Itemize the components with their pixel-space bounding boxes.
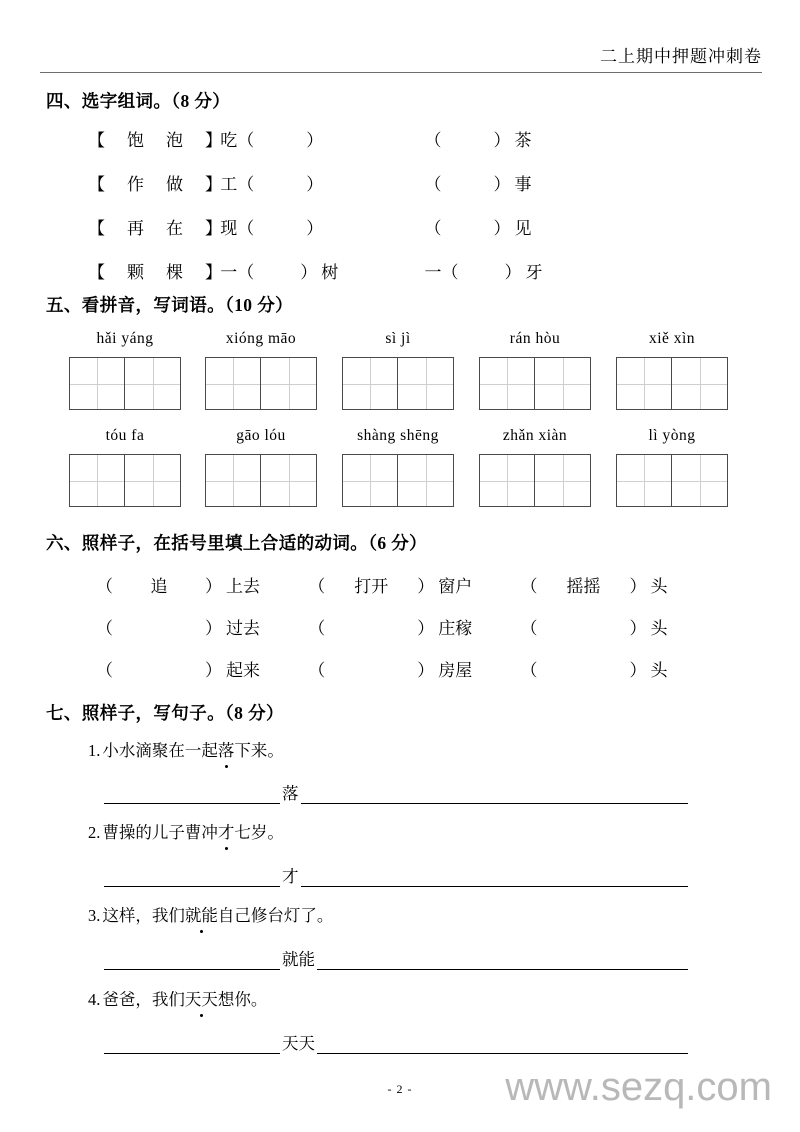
- choice-char: 饱: [127, 131, 144, 150]
- paren-close: ）: [205, 661, 222, 680]
- grid-cell[interactable]: [343, 455, 398, 506]
- paren-open: （: [424, 131, 442, 150]
- answer-blank-right[interactable]: [301, 866, 689, 887]
- pinyin-label: rán hòu: [509, 330, 561, 347]
- paren-close: ）: [493, 175, 511, 194]
- paren-close: ）: [417, 577, 435, 596]
- item-number: 2.: [88, 823, 101, 842]
- suffix-char: 见: [514, 219, 532, 238]
- emphasis-word: 就能: [185, 906, 218, 925]
- answer-blank-left[interactable]: [104, 949, 280, 970]
- bracket-open: 【: [88, 219, 105, 238]
- paren-close: ）: [504, 263, 522, 282]
- answer-blank-right[interactable]: [301, 783, 689, 804]
- page-header: [40, 42, 762, 76]
- section-five-title: 五、看拼音，写词语。（10 分）: [46, 295, 294, 315]
- choice-char: 再: [127, 219, 144, 238]
- paren-open: （: [424, 175, 442, 194]
- paren-open: （: [520, 619, 538, 638]
- answer-keyword: 落: [282, 784, 299, 803]
- blank-item[interactable]: [220, 258, 420, 283]
- verb-blank-item[interactable]: [521, 614, 729, 639]
- answer-keyword: 才: [282, 867, 299, 886]
- paren-open: （: [237, 175, 255, 194]
- paren-open: （: [520, 577, 538, 596]
- grid-cell[interactable]: [535, 455, 590, 506]
- grid-cell[interactable]: [480, 358, 535, 409]
- paren-close: ）: [417, 661, 435, 680]
- grid-cell[interactable]: [617, 358, 672, 409]
- bracket-open: 【: [88, 175, 105, 194]
- page-number: - 2 -: [387, 1082, 413, 1096]
- item-number: 1.: [88, 741, 101, 760]
- prefix-char: 一: [220, 263, 238, 282]
- grid-cell[interactable]: [398, 455, 453, 506]
- writing-grid[interactable]: [342, 454, 454, 507]
- pinyin-label: sì jì: [385, 330, 411, 347]
- bracket-open: 【: [88, 263, 105, 282]
- pinyin-label: xióng māo: [225, 330, 297, 347]
- paren-open: （: [237, 219, 255, 238]
- pinyin-label: hǎi yáng: [96, 330, 154, 347]
- emphasis-word: 落: [218, 741, 235, 760]
- grid-cell[interactable]: [261, 455, 316, 506]
- blank-item[interactable]: [425, 214, 532, 239]
- paren-open: （: [308, 577, 326, 596]
- emphasis-word: 才: [218, 823, 235, 842]
- choice-char: 在: [166, 219, 183, 238]
- verb-blank-item[interactable]: [96, 572, 304, 597]
- answer-line[interactable]: [104, 944, 688, 970]
- choice-char: 泡: [166, 131, 183, 150]
- grid-cell[interactable]: [398, 358, 453, 409]
- bracket-close: 】: [205, 175, 222, 194]
- choice-char: 做: [166, 175, 183, 194]
- paren-close: ）: [306, 219, 324, 238]
- blank-item[interactable]: [425, 258, 543, 283]
- answer-blank-right[interactable]: [317, 1033, 688, 1054]
- paren-close: ）: [629, 661, 647, 680]
- suffix-char: 树: [321, 263, 339, 282]
- writing-grid[interactable]: [205, 454, 317, 507]
- paren-close: ）: [629, 619, 647, 638]
- verb-object: 过去: [226, 619, 260, 638]
- answer-blank-right[interactable]: [317, 949, 688, 970]
- verb-blank-item[interactable]: [96, 656, 304, 681]
- verb-object: 上去: [226, 577, 260, 596]
- bracket-close: 】: [205, 263, 222, 282]
- paren-open: （: [96, 577, 113, 596]
- answer-keyword: 天天: [282, 1034, 315, 1053]
- choice-char: 颗: [127, 263, 144, 282]
- verb-blank-item[interactable]: [308, 572, 516, 597]
- item-number: 3.: [88, 906, 101, 925]
- sentence-prompt: [88, 819, 284, 843]
- verb-answer[interactable]: 打开: [354, 577, 389, 596]
- sentence-before: 这样，我们: [102, 906, 185, 925]
- paren-close: ）: [205, 577, 222, 596]
- verb-object: 头: [650, 619, 668, 638]
- verb-blank-item[interactable]: [521, 572, 729, 597]
- sentence-before: 曹操的儿子曹冲: [102, 823, 218, 842]
- blank-item[interactable]: [425, 170, 532, 195]
- paren-close: ）: [493, 219, 511, 238]
- verb-object: 头: [650, 661, 668, 680]
- choice-char: 作: [127, 175, 144, 194]
- section-six-row: [96, 656, 756, 688]
- verb-blank-item[interactable]: [96, 614, 304, 639]
- verb-object: 房屋: [438, 661, 473, 680]
- writing-grid[interactable]: [342, 357, 454, 410]
- writing-grid[interactable]: [616, 357, 728, 410]
- verb-blank-item[interactable]: [308, 614, 516, 639]
- answer-blank-left[interactable]: [104, 783, 280, 804]
- verb-object: 起来: [226, 661, 260, 680]
- grid-cell[interactable]: [125, 358, 180, 409]
- writing-grid[interactable]: [205, 357, 317, 410]
- sentence-after: 七岁。: [234, 823, 284, 842]
- paren-close: ）: [306, 131, 324, 150]
- header-divider: [40, 72, 762, 73]
- paren-open: （: [520, 661, 538, 680]
- suffix-char: 牙: [525, 263, 543, 282]
- paren-open: （: [424, 219, 442, 238]
- choice-char: 棵: [166, 263, 183, 282]
- section-six-title: 六、照样子，在括号里填上合适的动词。（6 分）: [46, 533, 428, 553]
- bracket-close: 】: [205, 131, 222, 150]
- sentence-prompt: [88, 737, 284, 761]
- paren-open: （: [237, 131, 255, 150]
- sentence-prompt: [88, 902, 333, 926]
- prefix-char: 吃: [220, 131, 238, 150]
- watermark: www.sezq.com: [505, 1065, 772, 1109]
- emphasis-word: 天天: [185, 990, 218, 1009]
- grid-cell[interactable]: [535, 358, 590, 409]
- blank-item[interactable]: [220, 214, 420, 239]
- pinyin-label: xiě xìn: [648, 330, 696, 347]
- paren-close: ）: [629, 577, 647, 596]
- grid-cell[interactable]: [672, 358, 727, 409]
- grid-cell[interactable]: [125, 455, 180, 506]
- verb-blank-item[interactable]: [521, 656, 729, 681]
- paren-close: ）: [300, 263, 318, 282]
- writing-grid[interactable]: [616, 454, 728, 507]
- writing-grid[interactable]: [69, 454, 181, 507]
- bracket-close: 】: [205, 219, 222, 238]
- pinyin-label: zhǎn xiàn: [502, 427, 568, 444]
- suffix-char: 茶: [514, 131, 532, 150]
- pinyin-label: lì yòng: [648, 427, 696, 444]
- sentence-before: 爸爸，我们: [102, 990, 185, 1009]
- bracket-open: 【: [88, 131, 105, 150]
- item-number: 4.: [88, 990, 101, 1009]
- grid-cell[interactable]: [70, 455, 125, 506]
- choice-bracket: [88, 214, 222, 239]
- grid-cell[interactable]: [70, 358, 125, 409]
- suffix-char: 事: [514, 175, 532, 194]
- writing-grid[interactable]: [69, 357, 181, 410]
- paren-open: （: [308, 661, 326, 680]
- section-six-row: [96, 614, 756, 646]
- section-four-title: 四、选字组词。（8 分）: [46, 91, 231, 111]
- sentence-after: 自己修台灯了。: [217, 906, 334, 925]
- paren-open: （: [308, 619, 326, 638]
- writing-grid[interactable]: [479, 454, 591, 507]
- answer-blank-left[interactable]: [104, 866, 280, 887]
- verb-object: 窗户: [438, 577, 473, 596]
- choice-bracket: [88, 170, 222, 195]
- answer-blank-left[interactable]: [104, 1033, 280, 1054]
- paren-close: ）: [306, 175, 324, 194]
- pinyin-label: shàng shēng: [357, 427, 439, 444]
- section-four-row: [88, 258, 758, 290]
- grid-cell[interactable]: [617, 455, 672, 506]
- grid-cell[interactable]: [343, 358, 398, 409]
- writing-grid[interactable]: [479, 357, 591, 410]
- section-four-row: [88, 170, 758, 202]
- paren-close: ）: [493, 131, 511, 150]
- verb-blank-item[interactable]: [308, 656, 516, 681]
- sentence-prompt: [88, 986, 267, 1010]
- verb-object: 庄稼: [438, 619, 473, 638]
- grid-cell[interactable]: [480, 455, 535, 506]
- paren-open: （: [96, 661, 113, 680]
- blank-item[interactable]: [220, 170, 420, 195]
- section-six-row: [96, 572, 756, 604]
- paren-open: （: [96, 619, 113, 638]
- paren-close: ）: [417, 619, 435, 638]
- paren-open: （: [441, 263, 459, 282]
- verb-object: 头: [650, 577, 668, 596]
- exam-title: 二上期中押题冲刺卷: [600, 47, 762, 66]
- section-four-row: [88, 126, 758, 158]
- prefix-char: 现: [220, 219, 238, 238]
- answer-line[interactable]: [104, 778, 688, 804]
- prefix-char: 一: [424, 263, 442, 282]
- paren-open: （: [237, 263, 255, 282]
- grid-cell[interactable]: [261, 358, 316, 409]
- sentence-after: 想你。: [217, 990, 268, 1009]
- pinyin-label: tóu fa: [105, 427, 145, 444]
- pinyin-label: gāo lóu: [236, 427, 286, 444]
- blank-item[interactable]: [220, 126, 420, 151]
- grid-cell[interactable]: [672, 455, 727, 506]
- verb-answer[interactable]: 追: [150, 577, 168, 596]
- choice-bracket: [88, 258, 222, 283]
- sentence-after: 下来。: [234, 741, 284, 760]
- grid-cell[interactable]: [206, 358, 261, 409]
- section-seven-title: 七、照样子，写句子。（8 分）: [46, 703, 284, 723]
- blank-item[interactable]: [425, 126, 532, 151]
- section-four-row: [88, 214, 758, 246]
- grid-cell[interactable]: [206, 455, 261, 506]
- answer-keyword: 就能: [282, 950, 315, 969]
- prefix-char: 工: [220, 175, 238, 194]
- answer-line[interactable]: [104, 861, 688, 887]
- paren-close: ）: [205, 619, 222, 638]
- sentence-before: 小水滴聚在一起: [102, 741, 218, 760]
- choice-bracket: [88, 126, 222, 151]
- verb-answer[interactable]: 摇摇: [566, 577, 601, 596]
- answer-line[interactable]: [104, 1028, 688, 1054]
